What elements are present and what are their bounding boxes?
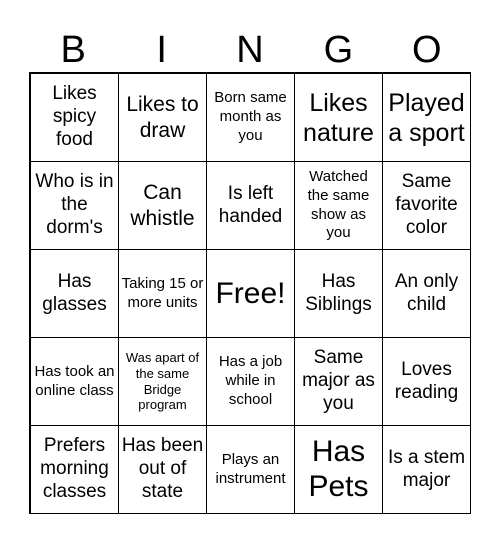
bingo-header (29, 28, 471, 72)
bingo-cell[interactable]: Likes spicy food (30, 73, 119, 162)
bingo-cell[interactable]: Likes to draw (118, 73, 207, 162)
header-letter-o: O (412, 29, 442, 71)
bingo-cell[interactable]: Has been out of state (118, 425, 207, 514)
bingo-cell[interactable]: An only child (382, 249, 471, 338)
bingo-cell[interactable]: Has a job while in school (206, 337, 295, 426)
bingo-cell[interactable]: Can whistle (118, 161, 207, 250)
bingo-cell[interactable]: Loves reading (382, 337, 471, 426)
header-letter-i: I (156, 29, 167, 71)
bingo-cell[interactable]: Is a stem major (382, 425, 471, 514)
bingo-cell[interactable]: Has Siblings (294, 249, 383, 338)
bingo-cell[interactable]: Has glasses (30, 249, 119, 338)
bingo-cell[interactable]: Who is in the dorm's (30, 161, 119, 250)
bingo-cell[interactable]: Has Pets (294, 425, 383, 514)
bingo-cell[interactable]: Same major as you (294, 337, 383, 426)
bingo-cell[interactable]: Born same month as you (206, 73, 295, 162)
bingo-cell[interactable]: Likes nature (294, 73, 383, 162)
bingo-board (29, 72, 471, 514)
header-letter-n: N (236, 29, 264, 71)
header-letter-g: G (323, 29, 354, 71)
header-letter-b: B (60, 29, 86, 71)
bingo-cell[interactable]: Was apart of the same Bridge program (118, 337, 207, 426)
bingo-cell[interactable]: Watched the same show as you (294, 161, 383, 250)
bingo-cell[interactable]: Plays an instrument (206, 425, 295, 514)
bingo-cell[interactable]: Taking 15 or more units (118, 249, 207, 338)
free-space-cell[interactable]: Free! (206, 249, 295, 338)
bingo-cell[interactable]: Played a sport (382, 73, 471, 162)
bingo-cell[interactable]: Is left handed (206, 161, 295, 250)
bingo-cell[interactable]: Prefers morning classes (30, 425, 119, 514)
bingo-cell[interactable]: Has took an online class (30, 337, 119, 426)
bingo-cell[interactable]: Same favorite color (382, 161, 471, 250)
